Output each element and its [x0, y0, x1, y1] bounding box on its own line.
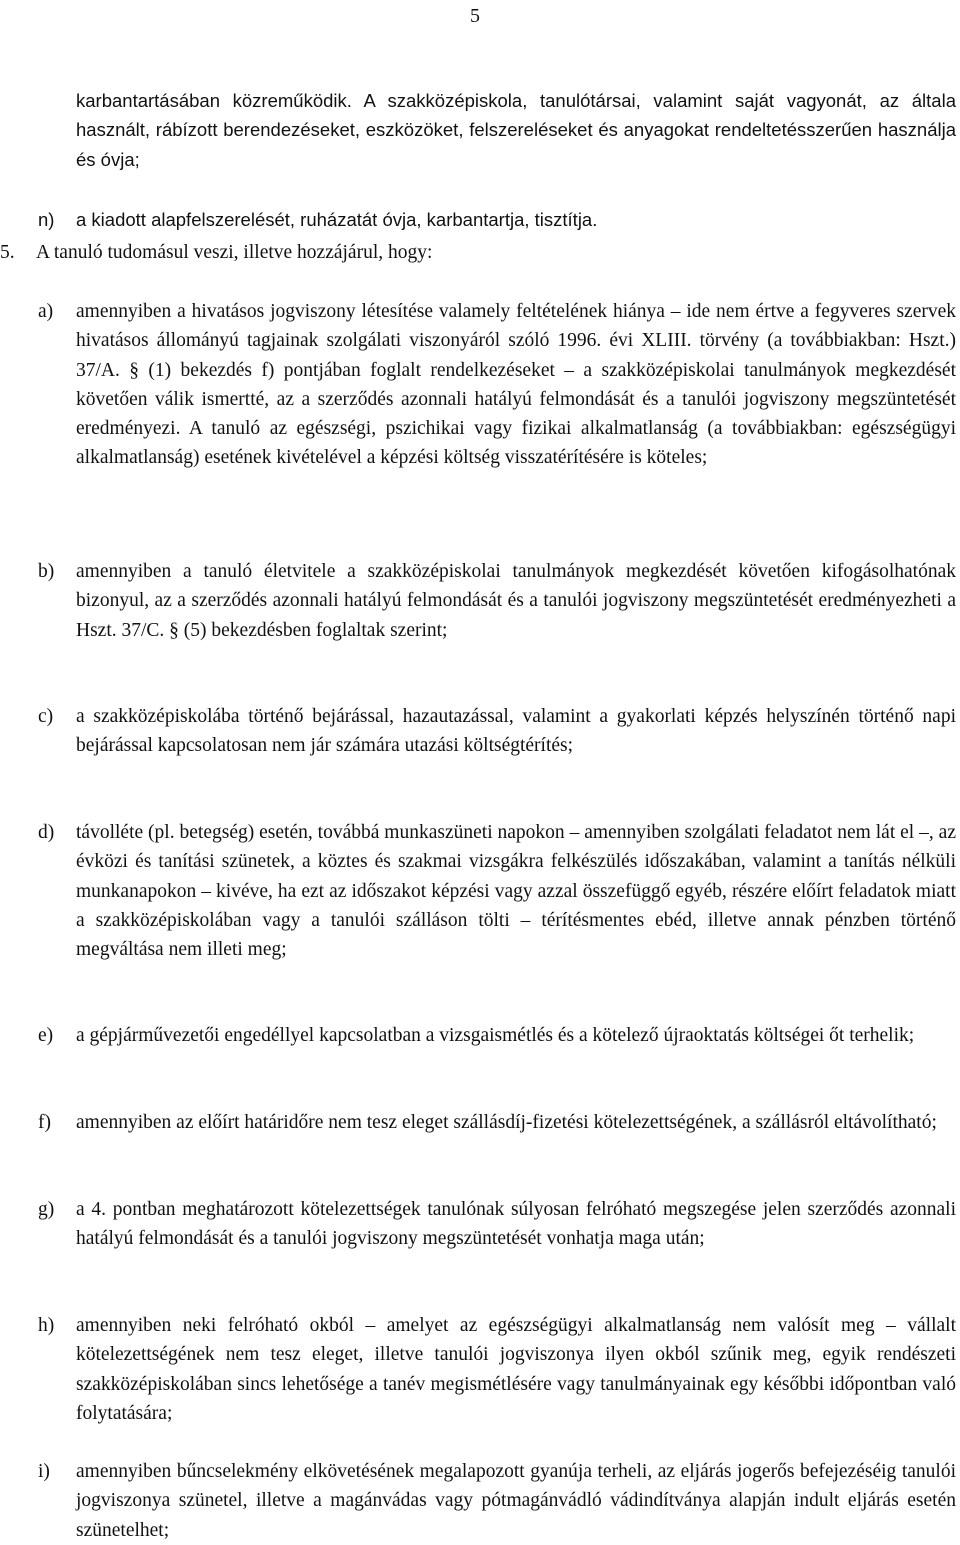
- list-item-g: [38, 1195, 956, 1254]
- item-text: a szakközépiskolába történő bejárással, hazautazással, valamint a gyakorlati képzés helyszínén történő napi bejárással kapcsolatosan nem jár számára utazási költségtérítés;: [76, 706, 956, 757]
- list-item-b: [38, 557, 956, 645]
- item-text: a gépjárművezetői engedéllyel kapcsolatban a vizsgaismétlés és a kötelező újraoktatás költségei őt terhelik;: [76, 1025, 915, 1046]
- intro-paragraph: [38, 86, 956, 174]
- list-item-a: [38, 297, 956, 473]
- item-label: e): [38, 1025, 54, 1046]
- item-text: amennyiben a tanuló életvitele a szakközépiskolai tanulmányok megkezdését követően kifogásolhatónak bizonyul, az a szerződés azonnali hatályú felmondását és a tanulói jogviszony megszüntetését eredményezheti a Hszt. 37/C. § (5) bekezdésben foglaltak szerint;: [76, 561, 956, 641]
- intro-text: karbantartásában közreműködik. A szakközépiskola, tanulótársai, valamint saját vagyonát, az általa használt, rábízott berendezéseket, eszközöket, felszereléseket és anyagokat rendeltetésszerűen használja és óvja;: [76, 90, 956, 170]
- list-item-n: [38, 205, 956, 234]
- item-text: amennyiben a hivatásos jogviszony létesítése valamely feltételének hiánya – ide nem értve a fegyveres szervek hivatásos állományú tagjainak szolgálati viszonyáról szóló 1996. évi XLIII. törvény (a továbbiakban: Hszt.) 37/A. § (1) bekezdés f) pontjában foglalt rendelkezéseket – a szakközépiskolai tanulmányok megkezdését követően válik ismertté, az a szerződés azonnali hatályú felmondását és a tanulói jogviszony megszüntetését eredményezi. A tanuló az egészségi, pszichikai vagy fizikai alkalmatlanság (a továbbiakban: egészségügyi alkalmatlanság) esetének kivételével a képzési költség visszatérítésére is köteles;: [76, 301, 956, 469]
- section-number: 5.: [0, 242, 15, 263]
- item-text: a kiadott alapfelszerelését, ruházatát óvja, karbantartja, tisztítja.: [76, 209, 598, 230]
- list-item-i: [38, 1457, 956, 1545]
- item-label: c): [38, 706, 54, 727]
- item-label: i): [38, 1461, 50, 1482]
- item-text: a 4. pontban meghatározott kötelezettségek tanulónak súlyosan felróható megszegése jelen szerződés azonnali hatályú felmondását és a tanulói jogviszony megszüntetését vonhatja maga után;: [76, 1199, 956, 1250]
- item-label: b): [38, 561, 55, 582]
- section-5-heading: [0, 238, 956, 267]
- item-text: amennyiben neki felróható okból – amelyet az egészségügyi alkalmatlanság nem valósít meg – vállalt kötelezettségének nem tesz eleget, illetve tanulói jogviszonya ilyen okból szűnik meg, egyik rendészeti szakközépiskolában sincs lehetősége a tanév megismétlésére vagy tanulmányainak egy későbbi időpontban való folytatására;: [76, 1315, 956, 1424]
- item-label: g): [38, 1199, 55, 1220]
- item-text: távolléte (pl. betegség) esetén, továbbá munkaszüneti napokon – amennyiben szolgálati feladatot nem lát el –, az évközi és tanítási szünetek, a köztes és szakmai vizsgákra felkészülés időszakában, valamint a tanítás nélküli munkanapokon – kivéve, ha ezt az időszakot képzési vagy azzal összefüggő egyéb, részére előírt feladatok miatt a szakközépiskolában vagy a tanulói szálláson tölti – térítésmentes ebéd, illetve annak pénzben történő megváltása nem illeti meg;: [76, 822, 956, 961]
- list-item-f: [38, 1108, 956, 1137]
- list-item-h: [38, 1311, 956, 1428]
- item-label: f): [38, 1112, 51, 1133]
- item-text: amennyiben bűncselekmény elkövetésének megalapozott gyanúja terheli, az eljárás jogerős befejezéséig tanulói jogviszonya szünetel, illetve a magánvádas vagy pótmagánvádló vádindítványa alapján indult eljárás esetén szünetelhet;: [76, 1461, 956, 1541]
- item-label: h): [38, 1315, 55, 1336]
- page-number: 5: [470, 5, 480, 27]
- section-intro-text: A tanuló tudomásul veszi, illetve hozzájárul, hogy:: [36, 242, 433, 263]
- item-text: amennyiben az előírt határidőre nem tesz eleget szállásdíj-fizetési kötelezettségének, a szállásról eltávolítható;: [76, 1112, 937, 1133]
- item-label: a): [38, 301, 54, 322]
- list-item-c: [38, 702, 956, 761]
- item-label: n): [38, 209, 55, 230]
- list-item-e: [38, 1021, 956, 1050]
- list-item-d: [38, 818, 956, 964]
- item-label: d): [38, 822, 55, 843]
